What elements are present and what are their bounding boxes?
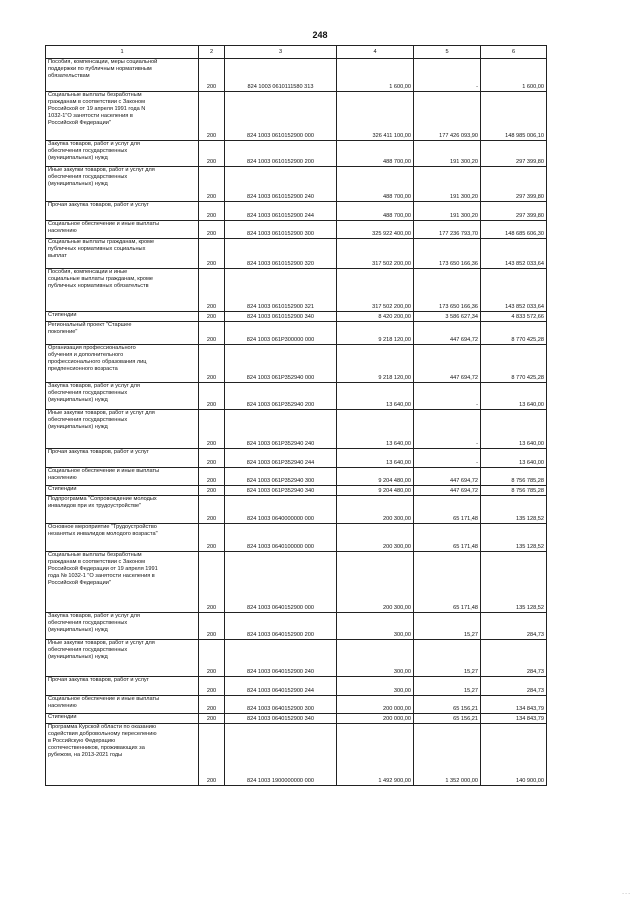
row-unexecuted-cell: 13 640,00 [481, 449, 547, 468]
row-unexecuted-cell: 134 843,79 [481, 714, 547, 724]
table-row [46, 141, 547, 167]
table-row [46, 167, 547, 202]
table-row [46, 524, 547, 552]
row-admin-cell: 200 [199, 677, 225, 696]
row-approved-cell: 8 420 200,00 [337, 312, 414, 322]
column-header-3: 3 [225, 46, 337, 59]
table-row [46, 345, 547, 383]
row-code-cell: 824 1003 1900000000 000 [225, 724, 337, 786]
table-row [46, 410, 547, 449]
row-name-cell: Социальное обеспечение и иные выплаты населению [46, 696, 199, 714]
row-approved-cell: 13 640,00 [337, 410, 414, 449]
row-name-cell: Прочая закупка товаров, работ и услуг [46, 449, 199, 468]
row-code-cell: 824 1003 0640152900 240 [225, 640, 337, 677]
row-unexecuted-cell: 135 128,52 [481, 552, 547, 613]
row-approved-cell: 300,00 [337, 640, 414, 677]
row-unexecuted-cell: 297 399,80 [481, 202, 547, 221]
row-executed-cell: 65 156,21 [414, 714, 481, 724]
row-admin-cell: 200 [199, 383, 225, 410]
table-row [46, 59, 547, 92]
row-unexecuted-cell: 140 900,00 [481, 724, 547, 786]
row-unexecuted-cell: 284,73 [481, 640, 547, 677]
column-header-5: 5 [414, 46, 481, 59]
row-unexecuted-cell: 148 985 006,10 [481, 92, 547, 141]
row-approved-cell: 200 000,00 [337, 714, 414, 724]
row-approved-cell: 9 204 480,00 [337, 468, 414, 486]
row-name-cell: Подпрограмма "Сопровождение молодых инвалидов при их трудоустройстве" [46, 496, 199, 524]
row-approved-cell: 488 700,00 [337, 141, 414, 167]
row-approved-cell: 488 700,00 [337, 167, 414, 202]
row-code-cell: 824 1003 0640152900 300 [225, 696, 337, 714]
row-executed-cell: 15,27 [414, 613, 481, 640]
row-code-cell: 824 1003 061P352940 244 [225, 449, 337, 468]
column-header-4: 4 [337, 46, 414, 59]
row-unexecuted-cell: 1 600,00 [481, 59, 547, 92]
row-unexecuted-cell: 143 852 033,64 [481, 269, 547, 312]
row-code-cell: 824 1003 061P300000 000 [225, 322, 337, 345]
row-name-cell: Социальные выплаты гражданам, кроме публичных нормативных социальных выплат [46, 239, 199, 269]
row-approved-cell: 200 300,00 [337, 496, 414, 524]
table-row [46, 202, 547, 221]
row-executed-cell: 191 300,20 [414, 167, 481, 202]
row-name-cell: Программа Курской области по оказанию содействия добровольному переселению в Российскую Федерацию соотечественников, проживающих за рубежом, на 2013-2021 годы [46, 724, 199, 786]
row-code-cell: 824 1003 0610152900 340 [225, 312, 337, 322]
row-code-cell: 824 1003 061P352940 200 [225, 383, 337, 410]
row-admin-cell: 200 [199, 714, 225, 724]
row-executed-cell: - [414, 383, 481, 410]
column-header-6: 6 [481, 46, 547, 59]
row-executed-cell: 447 694,72 [414, 468, 481, 486]
row-admin-cell: 200 [199, 221, 225, 239]
column-number-row [46, 46, 547, 59]
table-row [46, 486, 547, 496]
row-name-cell: Иные закупки товаров, работ и услуг для обеспечения государственных (муниципальных) нужд [46, 410, 199, 449]
row-name-cell: Стипендии [46, 714, 199, 724]
row-executed-cell: 177 426 093,90 [414, 92, 481, 141]
column-header-1: 1 [46, 46, 199, 59]
row-approved-cell: 326 411 100,00 [337, 92, 414, 141]
table-row [46, 496, 547, 524]
table-row [46, 269, 547, 312]
row-unexecuted-cell: 148 685 606,30 [481, 221, 547, 239]
row-approved-cell: 300,00 [337, 613, 414, 640]
row-code-cell: 824 1003 0610152900 000 [225, 92, 337, 141]
row-admin-cell: 200 [199, 312, 225, 322]
row-admin-cell: 200 [199, 92, 225, 141]
page-number: 248 [312, 30, 328, 40]
row-admin-cell: 200 [199, 724, 225, 786]
row-executed-cell: 191 300,20 [414, 202, 481, 221]
row-approved-cell: 13 640,00 [337, 383, 414, 410]
row-approved-cell: 488 700,00 [337, 202, 414, 221]
row-name-cell: Основное мероприятие "Трудоустройство незанятых инвалидов молодого возраста" [46, 524, 199, 552]
row-name-cell: Стипендии [46, 486, 199, 496]
row-admin-cell: 200 [199, 202, 225, 221]
row-admin-cell: 200 [199, 322, 225, 345]
row-code-cell: 824 1003 0610152900 200 [225, 141, 337, 167]
row-name-cell: Пособия, компенсации и иные социальные выплаты гражданам, кроме публичных нормативных обязательств [46, 269, 199, 312]
table-row [46, 468, 547, 486]
row-approved-cell: 13 640,00 [337, 449, 414, 468]
row-unexecuted-cell: 284,73 [481, 613, 547, 640]
row-executed-cell: - [414, 59, 481, 92]
row-executed-cell: 65 156,21 [414, 696, 481, 714]
row-code-cell: 824 1003 0610152900 240 [225, 167, 337, 202]
table-row [46, 449, 547, 468]
row-approved-cell: 200 300,00 [337, 552, 414, 613]
row-executed-cell: - [414, 449, 481, 468]
row-unexecuted-cell: 13 640,00 [481, 383, 547, 410]
row-executed-cell: 65 171,48 [414, 496, 481, 524]
row-approved-cell: 325 922 400,00 [337, 221, 414, 239]
row-admin-cell: 200 [199, 496, 225, 524]
row-executed-cell: - [414, 410, 481, 449]
row-code-cell: 824 1003 061P352940 240 [225, 410, 337, 449]
row-executed-cell: 15,27 [414, 640, 481, 677]
row-code-cell: 824 1003 0640152900 000 [225, 552, 337, 613]
row-code-cell: 824 1003 0640100000 000 [225, 524, 337, 552]
row-unexecuted-cell: 135 128,52 [481, 496, 547, 524]
row-admin-cell: 200 [199, 468, 225, 486]
row-admin-cell: 200 [199, 410, 225, 449]
row-name-cell: Стипендии [46, 312, 199, 322]
row-executed-cell: 65 171,48 [414, 552, 481, 613]
row-name-cell: Организация профессионального обучения и дополнительного профессионального образования лиц предпенсионного возраста [46, 345, 199, 383]
row-admin-cell: 200 [199, 345, 225, 383]
row-executed-cell: 173 650 166,36 [414, 239, 481, 269]
row-executed-cell: 3 586 627,34 [414, 312, 481, 322]
row-name-cell: Иные закупки товаров, работ и услуг для обеспечения государственных (муниципальных) нужд [46, 640, 199, 677]
row-executed-cell: 447 694,72 [414, 322, 481, 345]
row-admin-cell: 200 [199, 640, 225, 677]
row-approved-cell: 1 600,00 [337, 59, 414, 92]
row-approved-cell: 317 502 200,00 [337, 239, 414, 269]
row-name-cell: Социальные выплаты безработным гражданам в соответствии с Законом Российской от 19 апреля 1991 года N 1032-1"О занятости населения в Российской Федерации" [46, 92, 199, 141]
row-unexecuted-cell: 297 399,80 [481, 167, 547, 202]
row-code-cell: 824 1003 061P352940 300 [225, 468, 337, 486]
row-admin-cell: 200 [199, 449, 225, 468]
row-unexecuted-cell: 13 640,00 [481, 410, 547, 449]
row-unexecuted-cell: 143 852 033,64 [481, 239, 547, 269]
row-unexecuted-cell: 8 770 425,28 [481, 322, 547, 345]
row-code-cell: 824 1003 061P352940 340 [225, 486, 337, 496]
row-approved-cell: 1 492 900,00 [337, 724, 414, 786]
table-row [46, 724, 547, 786]
row-approved-cell: 9 218 120,00 [337, 345, 414, 383]
row-executed-cell: 177 236 793,70 [414, 221, 481, 239]
table-row [46, 696, 547, 714]
table-row [46, 239, 547, 269]
row-name-cell: Прочая закупка товаров, работ и услуг [46, 677, 199, 696]
row-admin-cell: 200 [199, 613, 225, 640]
row-code-cell: 824 1003 0610152900 321 [225, 269, 337, 312]
row-name-cell: Региональный проект "Старшее поколение" [46, 322, 199, 345]
row-code-cell: 824 1003 0640000000 000 [225, 496, 337, 524]
table-body [46, 59, 547, 786]
row-name-cell: Иные закупки товаров, работ и услуг для обеспечения государственных (муниципальных) нужд [46, 167, 199, 202]
table-row [46, 322, 547, 345]
row-admin-cell: 200 [199, 239, 225, 269]
row-name-cell: Прочая закупка товаров, работ и услуг [46, 202, 199, 221]
row-code-cell: 824 1003 061P352940 000 [225, 345, 337, 383]
table-row [46, 312, 547, 322]
row-executed-cell: 447 694,72 [414, 345, 481, 383]
row-admin-cell: 200 [199, 486, 225, 496]
row-approved-cell: 200 000,00 [337, 696, 414, 714]
row-executed-cell: 15,27 [414, 677, 481, 696]
row-code-cell: 824 1003 0640152900 340 [225, 714, 337, 724]
row-executed-cell: 1 352 000,00 [414, 724, 481, 786]
table-row [46, 714, 547, 724]
row-approved-cell: 300,00 [337, 677, 414, 696]
row-code-cell: 824 1003 0610152900 320 [225, 239, 337, 269]
row-admin-cell: 200 [199, 269, 225, 312]
row-approved-cell: 9 204 480,00 [337, 486, 414, 496]
table-row [46, 613, 547, 640]
row-approved-cell: 200 300,00 [337, 524, 414, 552]
row-unexecuted-cell: 8 756 785,28 [481, 486, 547, 496]
row-code-cell: 824 1003 0610152900 300 [225, 221, 337, 239]
table-row [46, 92, 547, 141]
row-unexecuted-cell: 284,73 [481, 677, 547, 696]
corner-mark: - - - [622, 891, 630, 897]
row-name-cell: Социальное обеспечение и иные выплаты населению [46, 468, 199, 486]
row-executed-cell: 191 300,20 [414, 141, 481, 167]
row-unexecuted-cell: 135 128,52 [481, 524, 547, 552]
row-admin-cell: 200 [199, 141, 225, 167]
row-approved-cell: 317 502 200,00 [337, 269, 414, 312]
row-name-cell: Социальные выплаты безработным гражданам в соответствии с Законом Российской Федерации от 19 апреля 1991 года № 1032-1 "О занятости населения в Российской Федерации" [46, 552, 199, 613]
row-unexecuted-cell: 134 843,79 [481, 696, 547, 714]
row-unexecuted-cell: 8 756 785,28 [481, 468, 547, 486]
row-name-cell: Социальное обеспечение и иные выплаты населению [46, 221, 199, 239]
row-admin-cell: 200 [199, 696, 225, 714]
row-unexecuted-cell: 297 399,80 [481, 141, 547, 167]
row-admin-cell: 200 [199, 59, 225, 92]
budget-table [45, 45, 547, 786]
row-code-cell: 824 1003 0610111580 313 [225, 59, 337, 92]
column-header-2: 2 [199, 46, 225, 59]
row-code-cell: 824 1003 0610152900 244 [225, 202, 337, 221]
row-unexecuted-cell: 8 770 425,28 [481, 345, 547, 383]
row-name-cell: Закупка товаров, работ и услуг для обеспечения государственных (муниципальных) нужд [46, 141, 199, 167]
row-executed-cell: 65 171,48 [414, 524, 481, 552]
row-admin-cell: 200 [199, 552, 225, 613]
table-row [46, 640, 547, 677]
table-row [46, 677, 547, 696]
row-approved-cell: 9 218 120,00 [337, 322, 414, 345]
row-unexecuted-cell: 4 833 572,66 [481, 312, 547, 322]
row-executed-cell: 173 650 166,36 [414, 269, 481, 312]
table-row [46, 221, 547, 239]
row-executed-cell: 447 694,72 [414, 486, 481, 496]
row-code-cell: 824 1003 0640152900 200 [225, 613, 337, 640]
row-name-cell: Закупка товаров, работ и услуг для обеспечения государственных (муниципальных) нужд [46, 613, 199, 640]
row-admin-cell: 200 [199, 524, 225, 552]
row-code-cell: 824 1003 0640152900 244 [225, 677, 337, 696]
table-row [46, 383, 547, 410]
row-name-cell: Закупка товаров, работ и услуг для обеспечения государственных (муниципальных) нужд [46, 383, 199, 410]
table-row [46, 552, 547, 613]
row-admin-cell: 200 [199, 167, 225, 202]
row-name-cell: Пособия, компенсации, меры социальной поддержки по публичным нормативным обязательствам [46, 59, 199, 92]
